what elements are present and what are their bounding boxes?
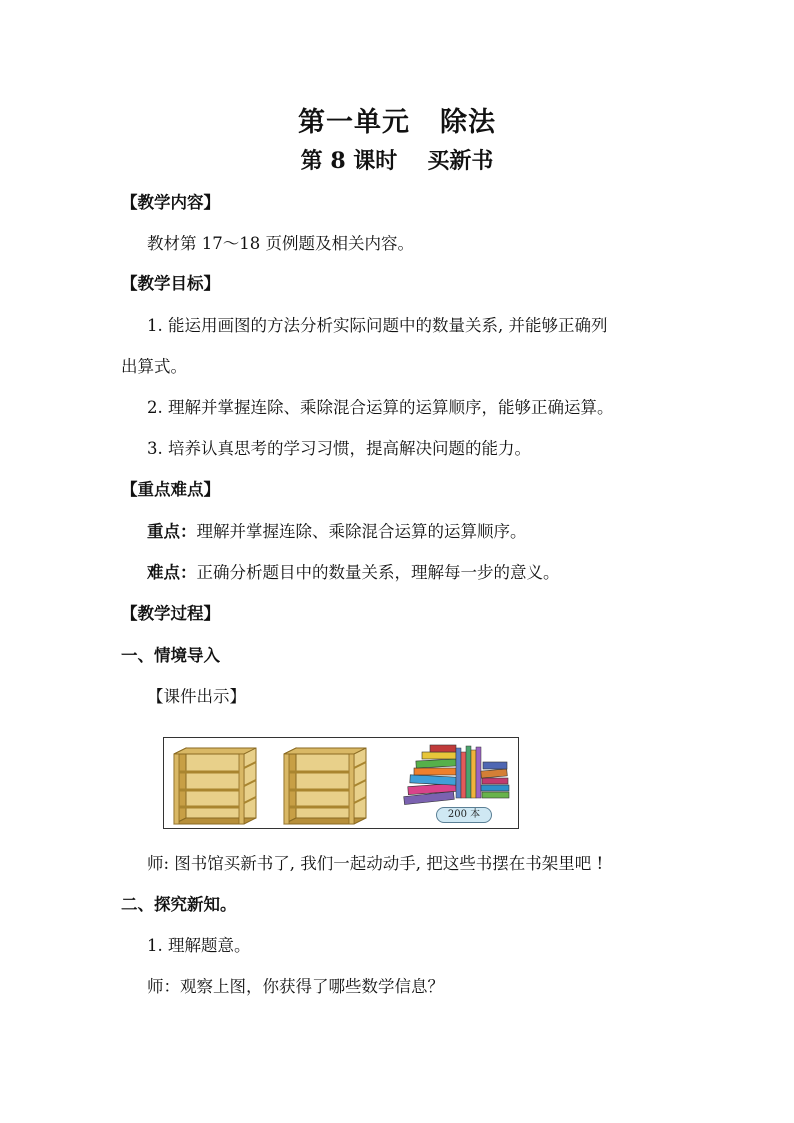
process-heading: 【教学过程】 bbox=[121, 604, 220, 623]
key-text: 理解并掌握连除、乘除混合运算的运算顺序。 bbox=[196, 522, 527, 541]
courseware-figure bbox=[163, 737, 519, 829]
lesson-name: 买新书 bbox=[427, 148, 494, 174]
unit-name: 除法 bbox=[440, 107, 496, 138]
step-1-heading: 一、情境导入 bbox=[121, 646, 220, 665]
lesson-title bbox=[0, 144, 794, 175]
goal-1-line-2: 出算式。 bbox=[121, 357, 187, 376]
book-count-badge: 200 本 bbox=[436, 807, 492, 823]
unit-number: 第一单元 bbox=[298, 107, 410, 138]
teacher-line-2: 师：观察上图，你获得了哪些数学信息？ bbox=[147, 977, 444, 996]
key-point bbox=[147, 520, 527, 544]
sub-step-1: 1. 理解题意。 bbox=[147, 936, 251, 955]
difficult-label: 难点： bbox=[147, 563, 197, 582]
keypoints-heading: 【重点难点】 bbox=[121, 480, 220, 499]
content-heading: 【教学内容】 bbox=[121, 193, 220, 212]
book-pile-icon bbox=[404, 745, 509, 805]
goal-1-line-1: 1. 能运用画图的方法分析实际问题中的数量关系, 并能够正确列 bbox=[147, 316, 608, 335]
unit-title bbox=[0, 100, 794, 139]
difficult-point bbox=[147, 561, 560, 585]
goals-heading: 【教学目标】 bbox=[121, 274, 220, 293]
bookshelf-2 bbox=[284, 748, 366, 824]
step-2-heading: 二、探究新知。 bbox=[121, 895, 237, 914]
goal-2: 2. 理解并掌握连除、乘除混合运算的运算顺序，能够正确运算。 bbox=[147, 398, 614, 417]
content-text: 教材第 17～18 页例题及相关内容。 bbox=[147, 234, 414, 253]
difficult-text: 正确分析题目中的数量关系，理解每一步的意义。 bbox=[196, 563, 560, 582]
lesson-number: 第 8 课时 bbox=[300, 148, 398, 174]
teacher-line-1: 师: 图书馆买新书了, 我们一起动动手, 把这些书摆在书架里吧 ! bbox=[147, 854, 604, 873]
bookshelf-1 bbox=[174, 748, 256, 824]
key-label: 重点： bbox=[147, 522, 197, 541]
goal-3: 3. 培养认真思考的学习习惯，提高解决问题的能力。 bbox=[147, 439, 531, 458]
courseware-label: 【课件出示】 bbox=[147, 687, 246, 706]
